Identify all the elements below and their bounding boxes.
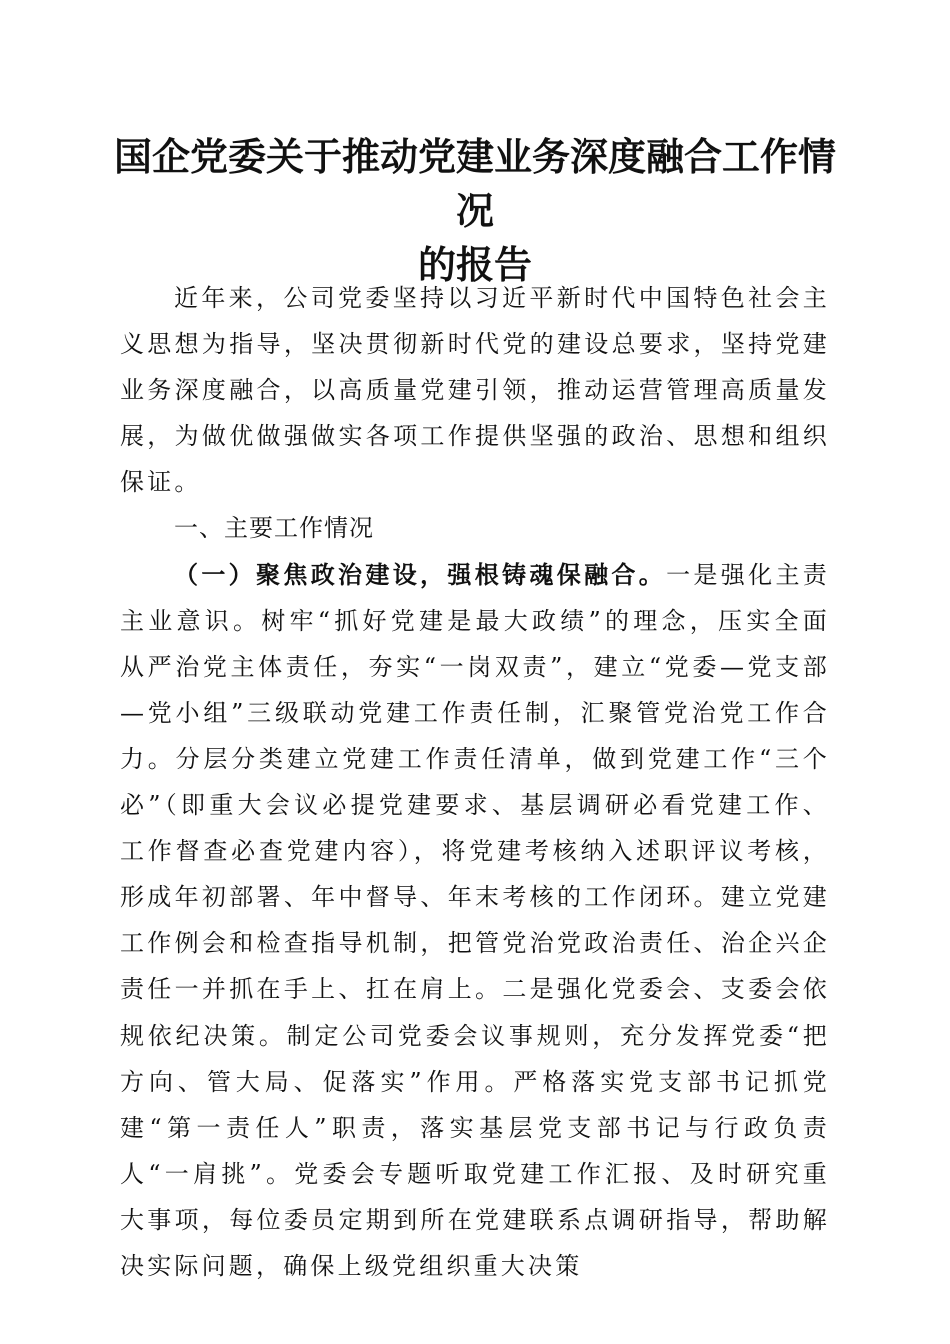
document-title [100, 130, 850, 292]
intro-paragraph: 近年来，公司党委坚持以习近平新时代中国特色社会主义思想为指导，坚决贯彻新时代党的建设总要求，坚持党建业务深度融合，以高质量党建引领，推动运营管理高质量发展，为做优做强做实各项工作提供坚强的政治、思想和组织保证。 [120, 284, 830, 497]
section-heading-main-work: 一、主要工作情况 [174, 514, 374, 543]
subsection-paragraph-political-building [120, 552, 830, 1290]
document-title-line-1: 国企党委关于推动党建业务深度融合工作情况 [113, 134, 836, 233]
document-body [120, 275, 830, 1289]
subsection-body-political-building: 一是强化主责主业意识。树牢“抓好党建是最大政绩”的理念，压实全面从严治党主体责任，夯实“一岗双责”，建立“党委—党支部—党小组”三级联动党建工作责任制，汇聚管党治党工作合力。分层分类建立党建工作责任清单，做到党建工作“三个必”（即重大会议必提党建要求、基层调研必看党建工作、工作督查必查党建内容），将党建考核纳入述职评议考核，形成年初部署、年中督导、年末考核的工作闭环。建立党建工作例会和检查指导机制，把管党治党政治责任、治企兴企责任一并抓在手上、扛在肩上。二是强化党委会、支委会依规依纪决策。制定公司党委会议事规则，充分发挥党委“把方向、管大局、促落实”作用。严格落实党支部书记抓党建“第一责任人”职责，落实基层党支部书记与行政负责人“一肩挑”。党委会专题听取党建工作汇报、及时研究重大事项，每位委员定期到所在党建联系点调研指导，帮助解决实际问题，确保上级党组织重大决策 [120, 560, 830, 1280]
document-title-line-2: 的报告 [417, 242, 532, 287]
subsection-heading-political-building: （一）聚焦政治建设，强根铸魂保融合。 [174, 559, 667, 589]
